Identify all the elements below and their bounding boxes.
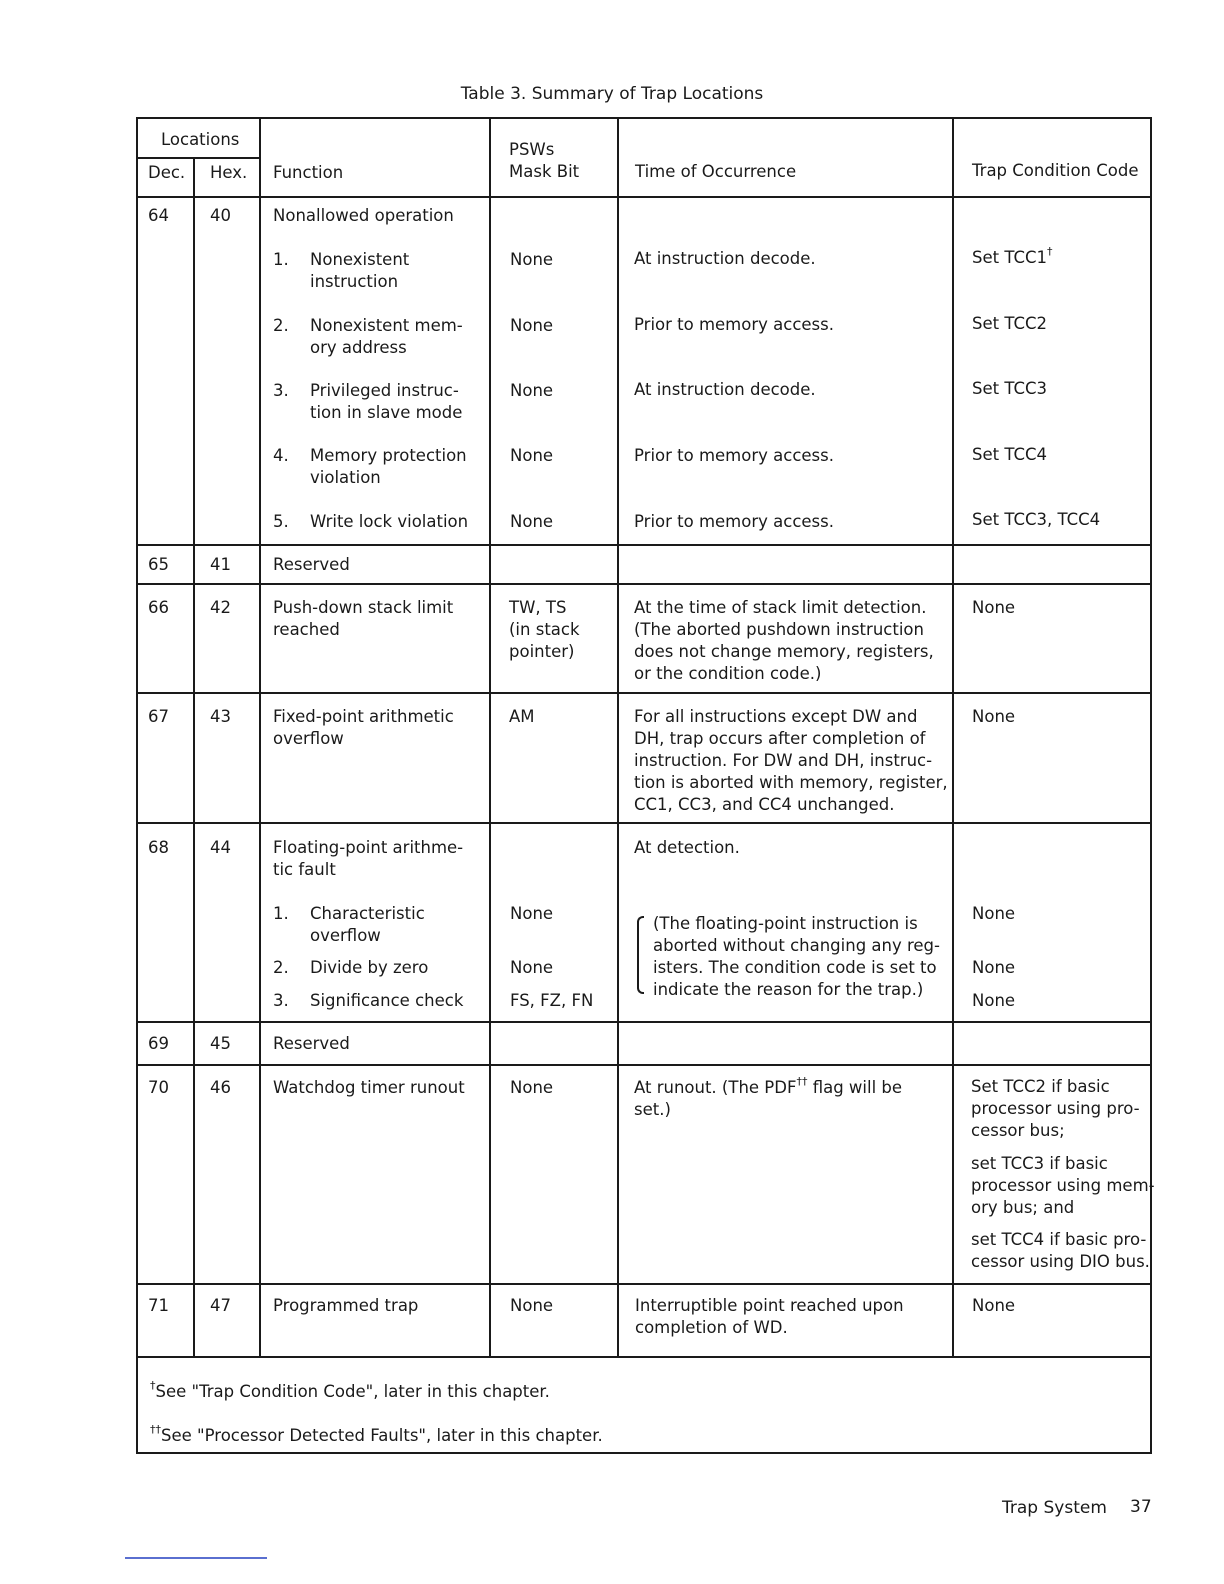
- header-hex: Hex.: [210, 163, 248, 182]
- col-rule-mask-time: [617, 117, 619, 1357]
- row68-item3-text: Significance check: [310, 991, 464, 1010]
- row67-dec: 67: [148, 707, 169, 726]
- grouping-brace: [637, 916, 644, 994]
- row64-item4-time: Prior to memory access.: [634, 446, 834, 465]
- row65-dec: 65: [148, 555, 169, 574]
- row70-hex: 46: [210, 1078, 231, 1097]
- row67-function: Fixed-point arithmetic overflow: [273, 707, 454, 748]
- footer-rule: [125, 1557, 267, 1559]
- header-bottom-rule: [136, 196, 1152, 198]
- row68-item1-num: 1.: [273, 904, 289, 923]
- row66-tcc: None: [972, 598, 1016, 617]
- row65-function: Reserved: [273, 555, 350, 574]
- row64-item1-num: 1.: [273, 250, 289, 269]
- row68-dec: 68: [148, 838, 169, 857]
- row67-tcc: None: [972, 707, 1016, 726]
- row69-function: Reserved: [273, 1034, 350, 1053]
- footnote-1: †See "Trap Condition Code", later in this chapter.: [150, 1378, 550, 1401]
- row64-item3-text: Privileged instruc- tion in slave mode: [310, 381, 463, 422]
- row68-item1-mask: None: [510, 904, 554, 923]
- row64-item2-mask: None: [510, 316, 554, 335]
- row64-item2-time: Prior to memory access.: [634, 315, 834, 334]
- row64-hex: 40: [210, 206, 231, 225]
- row71-tcc: None: [972, 1296, 1016, 1315]
- col-rule-dec-hex: [193, 157, 195, 1357]
- row68-item1-tcc: None: [972, 904, 1016, 923]
- row69-hex: 45: [210, 1034, 231, 1053]
- row66-function: Push-down stack limit reached: [273, 598, 454, 639]
- row64-item4-mask: None: [510, 446, 554, 465]
- row68-time: At detection.: [634, 838, 740, 857]
- row71-function: Programmed trap: [273, 1296, 419, 1315]
- row64-item4-tcc: Set TCC4: [972, 445, 1047, 464]
- footnote-2: ††See "Processor Detected Faults", later in this chapter.: [150, 1422, 603, 1445]
- row67-mask: AM: [509, 707, 535, 726]
- row68-item3-tcc: None: [972, 991, 1016, 1010]
- footnote-rule: [136, 1356, 1152, 1358]
- col-rule-time-tcc: [952, 117, 954, 1357]
- row64-item4-text: Memory protection violation: [310, 446, 467, 487]
- row64-item2-text: Nonexistent mem- ory address: [310, 316, 463, 357]
- row-rule: [136, 1064, 1152, 1066]
- row68-item2-text: Divide by zero: [310, 958, 429, 977]
- row68-hex: 44: [210, 838, 231, 857]
- row64-item4-num: 4.: [273, 446, 289, 465]
- row64-item1-time: At instruction decode.: [634, 249, 816, 268]
- row64-item3-tcc: Set TCC3: [972, 379, 1047, 398]
- row66-time: At the time of stack limit detection. (The aborted pushdown instruction does not change memory, registers, or the condition code.): [634, 598, 934, 683]
- footnote-mark: ††: [796, 1074, 808, 1088]
- row68-item2-num: 2.: [273, 958, 289, 977]
- row64-item1-tcc: Set TCC1†: [972, 244, 1053, 267]
- row69-dec: 69: [148, 1034, 169, 1053]
- row71-time: Interruptible point reached upon completion of WD.: [635, 1296, 904, 1337]
- row68-item2-mask: None: [510, 958, 554, 977]
- row71-hex: 47: [210, 1296, 231, 1315]
- header-psws: PSWs: [509, 140, 555, 159]
- row71-dec: 71: [148, 1296, 169, 1315]
- header-locations: Locations: [161, 130, 240, 149]
- row-rule: [136, 822, 1152, 824]
- row67-time: For all instructions except DW and DH, trap occurs after completion of instruction. For DW and DH, instruc- tion is aborted with memory, register, CC1, CC3, and CC4 unchanged.: [634, 707, 948, 814]
- header-time: Time of Occurrence: [635, 162, 797, 181]
- row64-item5-text: Write lock violation: [310, 512, 469, 531]
- row66-hex: 42: [210, 598, 231, 617]
- row70-mask: None: [510, 1078, 554, 1097]
- row65-hex: 41: [210, 555, 231, 574]
- row64-dec: 64: [148, 206, 169, 225]
- row68-function: Floating-point arithme- tic fault: [273, 838, 464, 879]
- footnote-mark: †: [1047, 244, 1053, 258]
- row64-item3-num: 3.: [273, 381, 289, 400]
- row-rule: [136, 583, 1152, 585]
- row70-dec: 70: [148, 1078, 169, 1097]
- col-rule-hex-function: [259, 117, 261, 1357]
- row-rule: [136, 1021, 1152, 1023]
- row64-item1-mask: None: [510, 250, 554, 269]
- row70-tcc-processor-bus: Set TCC2 if basic processor using pro- cessor bus;: [971, 1077, 1140, 1140]
- row64-item5-num: 5.: [273, 512, 289, 531]
- row68-item2-tcc: None: [972, 958, 1016, 977]
- row70-time: At runout. (The PDF†† flag will be: [634, 1074, 903, 1097]
- row-rule: [136, 544, 1152, 546]
- row64-item2-num: 2.: [273, 316, 289, 335]
- row70-tcc-memory-bus: set TCC3 if basic processor using mem- ory bus; and: [971, 1154, 1155, 1217]
- table-caption: Table 3. Summary of Trap Locations: [460, 84, 764, 104]
- row70-function: Watchdog timer runout: [273, 1078, 465, 1097]
- header-tcc: Trap Condition Code: [972, 161, 1139, 180]
- row-rule: [136, 692, 1152, 694]
- row64-item2-tcc: Set TCC2: [972, 314, 1047, 333]
- row68-item3-mask: FS, FZ, FN: [510, 991, 594, 1010]
- page-number: 37: [1130, 1497, 1152, 1517]
- row64-item5-time: Prior to memory access.: [634, 512, 834, 531]
- header-function: Function: [273, 163, 344, 182]
- header-dec: Dec.: [148, 163, 186, 182]
- row66-mask: TW, TS (in stack pointer): [509, 598, 580, 661]
- row68-item3-num: 3.: [273, 991, 289, 1010]
- row66-dec: 66: [148, 598, 169, 617]
- col-rule-function-mask: [489, 117, 491, 1357]
- row68-item1-text: Characteristic overflow: [310, 904, 425, 945]
- row67-hex: 43: [210, 707, 231, 726]
- row-rule: [136, 1283, 1152, 1285]
- row64-item3-time: At instruction decode.: [634, 380, 816, 399]
- row64-item5-tcc: Set TCC3, TCC4: [972, 510, 1101, 529]
- row64-function: Nonallowed operation: [273, 206, 454, 225]
- section-title: Trap System: [1002, 1498, 1107, 1518]
- row71-mask: None: [510, 1296, 554, 1315]
- row70-time-cont: set.): [634, 1100, 671, 1119]
- header-mask-bit: Mask Bit: [509, 162, 580, 181]
- row68-note: (The floating-point instruction is aborted without changing any reg- isters. The condition code is set to indicate the reason for the trap.): [653, 914, 940, 999]
- row64-item1-text: Nonexistent instruction: [310, 250, 410, 291]
- row64-item5-mask: None: [510, 512, 554, 531]
- row64-item3-mask: None: [510, 381, 554, 400]
- header-mid-rule: [136, 157, 260, 159]
- row70-tcc-dio-bus: set TCC4 if basic pro- cessor using DIO bus.: [971, 1230, 1150, 1271]
